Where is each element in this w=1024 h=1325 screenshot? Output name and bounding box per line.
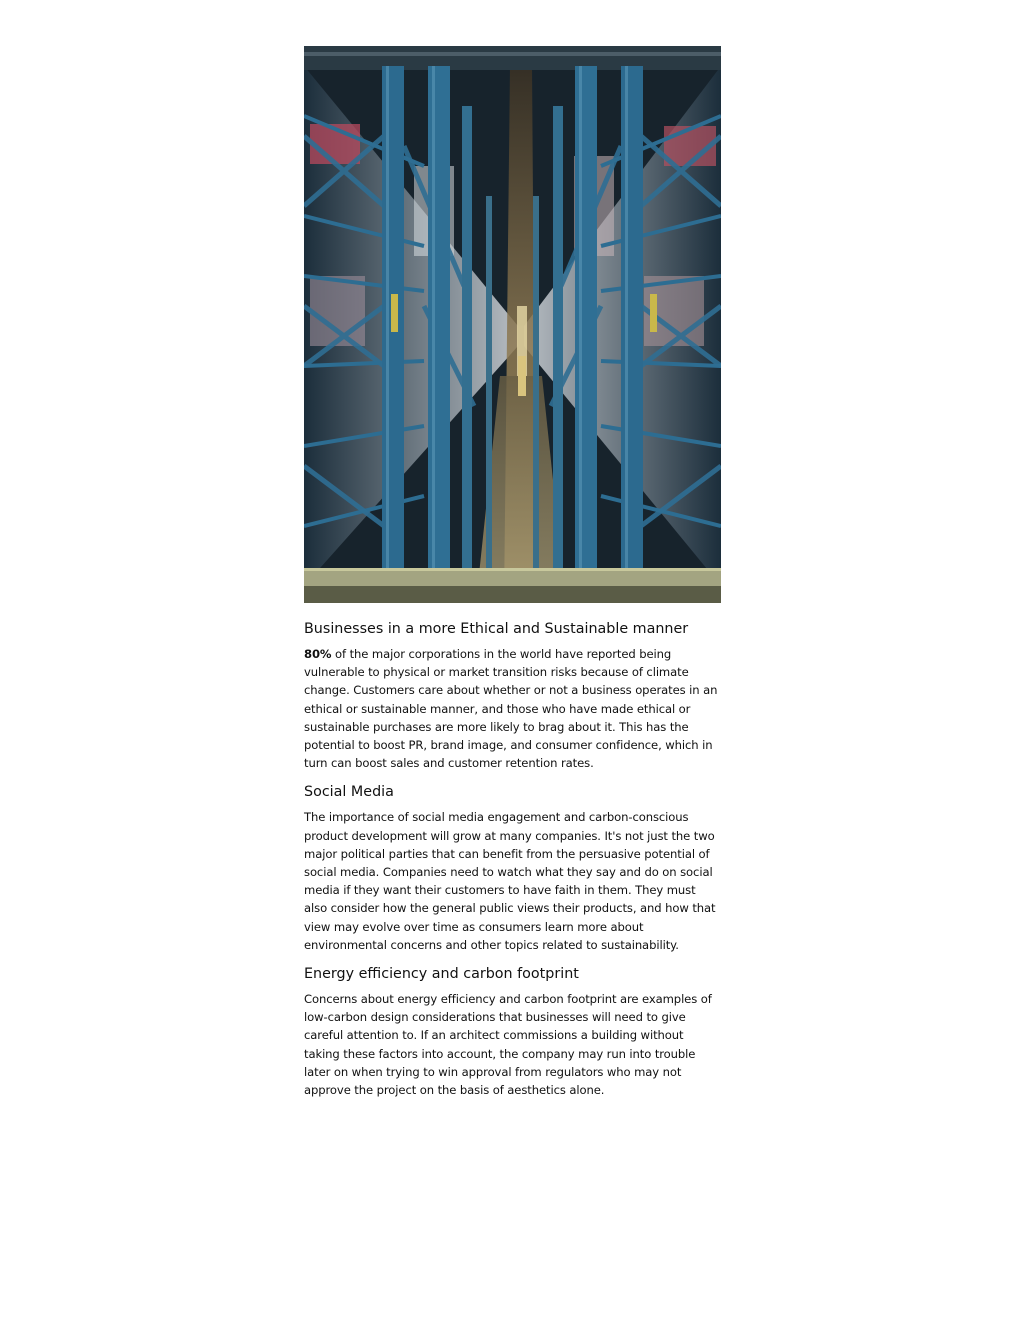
section-body-ethical-text: of the major corporations in the world have reported being vulnerable to physical or market transition risks because of climate change. Customers care about whether or not a business operates in an ethical or sustainable manner, and those who have made ethical or sustainable purchases are more likely to brag about it. This has the potential to boost PR, brand image, and consumer confidence, which in turn can boost sales and customer retention rates.: [304, 647, 718, 771]
warehouse-photo: [304, 46, 721, 603]
article: [304, 46, 721, 1099]
section-body-energy: Concerns about energy efficiency and carbon footprint are examples of low-carbon design considerations that businesses will need to give careful attention to. If an architect commissions a building without taking these factors into account, the company may run into trouble later on when trying to win approval from regulators who may not approve the project on the basis of aesthetics alone.: [304, 992, 712, 1098]
stat-highlight: 80%: [304, 647, 332, 661]
section-body-ethical: [304, 645, 721, 772]
section-heading-social-media: Social Media: [304, 784, 394, 801]
section-heading-ethical: Businesses in a more Ethical and Sustainable manner: [304, 621, 689, 637]
section-heading-energy: Energy efficiency and carbon footprint: [304, 966, 579, 983]
section-body-social-media: The importance of social media engagement and carbon-conscious product development will grow at many companies. It's not just the two major political parties that can benefit from the persuasive potential of social media. Companies need to watch what they say and do on social media if they want their customers to have faith in them. They must also consider how the general public views their products, and how that view may evolve over time as consumers learn more about environmental concerns and other topics related to sustainability.: [304, 810, 716, 952]
